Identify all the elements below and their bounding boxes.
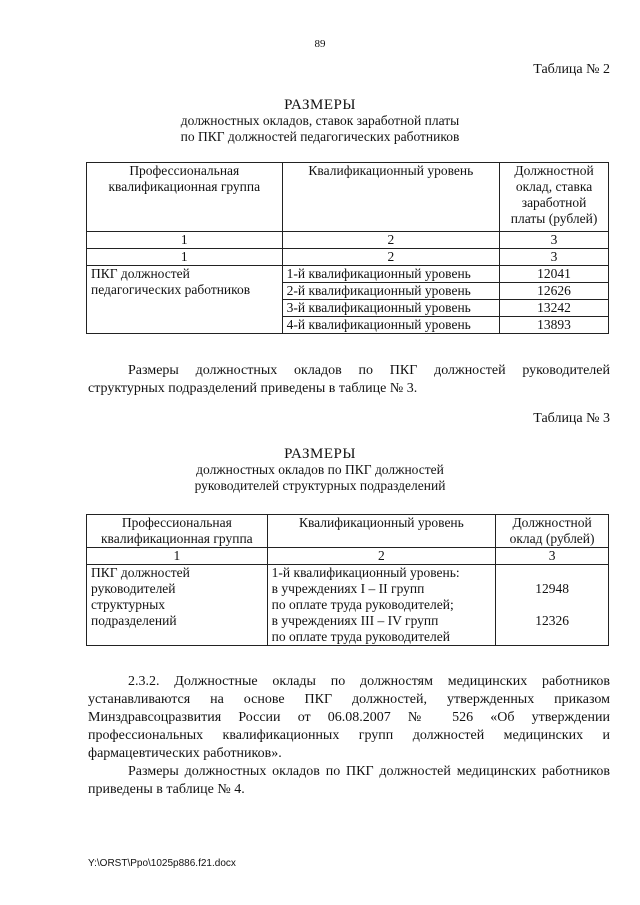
table3-group-cell xyxy=(87,565,268,646)
table3-title-line2: должностных окладов по ПКГ должностей xyxy=(196,462,444,477)
level-cell: 3-й квалификационный уровень xyxy=(282,300,500,317)
level-text: 1-й квалификационный уровень: xyxy=(271,565,460,580)
level-cell: 1-й квалификационный уровень xyxy=(282,266,500,283)
group-text: руководителей xyxy=(91,581,176,596)
level-cell: 2-й квалификационный уровень xyxy=(282,283,500,300)
salary-cell: 13893 xyxy=(500,317,609,334)
level-text: в учреждениях III – IV групп xyxy=(271,613,439,628)
salary-cell: 12041 xyxy=(500,266,609,283)
table3-header-salary xyxy=(496,515,609,548)
header-text: Профессиональная xyxy=(121,515,232,530)
table2-title-line1: РАЗМЕРЫ xyxy=(284,97,356,113)
page-number: 89 xyxy=(314,38,326,50)
header-text: Должностной xyxy=(514,163,594,178)
table2-numbering-row xyxy=(87,249,609,266)
header-text: платы (рублей) xyxy=(510,211,598,226)
group-text: подразделений xyxy=(91,613,177,628)
column-number: 1 xyxy=(87,232,283,249)
header-text: квалификационная группа xyxy=(101,531,253,546)
table3-level-cell xyxy=(267,565,495,646)
table3-salary-cell xyxy=(496,565,609,646)
paragraph-text: 2.3.2. Должностные оклады по должностям медицинских работников устанавливаются на основе ПКГ должностей, утвержденных приказом Минздравсоцразвития России от 06.08.2007 № 526 «Об утверждении профессиональных квалификационных групп должностей медицинских и фармацевтических работников». xyxy=(88,674,610,761)
salary-value: 12948 xyxy=(535,581,569,596)
header-text: Профессиональная xyxy=(129,163,240,178)
group-text: ПКГ должностей xyxy=(91,565,190,580)
salary-cell: 12626 xyxy=(500,283,609,300)
table3-numbering-row xyxy=(87,548,609,565)
table2-label: Таблица № 2 xyxy=(533,62,610,77)
level-text: по оплате труда руководителей; xyxy=(271,597,454,612)
paragraph-table4-reference xyxy=(88,763,610,799)
header-text: оклад (рублей) xyxy=(509,531,595,546)
table3-title-line3: руководителей структурных подразделений xyxy=(194,478,446,493)
header-text: квалификационная группа xyxy=(108,179,261,194)
table2-header-row xyxy=(87,163,609,232)
column-number: 2 xyxy=(267,548,495,565)
header-text: оклад, ставка xyxy=(515,179,593,194)
paragraph-text: Размеры должностных окладов по ПКГ должностей руководителей структурных подразделений приведены в таблице № 3. xyxy=(88,363,610,396)
header-text: заработной xyxy=(521,195,587,210)
salary-cell: 13242 xyxy=(500,300,609,317)
column-number: 2 xyxy=(282,232,500,249)
column-number: 3 xyxy=(500,249,609,266)
table2-numbering-row xyxy=(87,232,609,249)
table2-title xyxy=(0,97,640,145)
table3-header-group xyxy=(87,515,268,548)
table2-header-group xyxy=(87,163,283,232)
table3-title-line1: РАЗМЕРЫ xyxy=(284,446,356,462)
file-path-footer: Y:\ORST\Ppo\1025p886.f21.docx xyxy=(88,858,236,869)
group-text: структурных xyxy=(91,597,166,612)
table-row xyxy=(87,565,609,646)
level-text: в учреждениях I – II групп xyxy=(271,581,425,596)
paragraph-2-3-2 xyxy=(88,673,610,763)
table3-label: Таблица № 3 xyxy=(533,411,610,426)
paragraph-table3-reference xyxy=(88,362,610,398)
group-text: педагогических работников xyxy=(91,282,251,297)
table2 xyxy=(86,162,609,334)
table-row xyxy=(87,266,609,283)
table2-group-cell xyxy=(87,266,283,334)
table3-header-level: Квалификационный уровень xyxy=(267,515,495,548)
column-number: 3 xyxy=(496,548,609,565)
table2-title-line2: должностных окладов, ставок заработной платы xyxy=(180,113,460,128)
level-cell: 4-й квалификационный уровень xyxy=(282,317,500,334)
table3-title xyxy=(0,446,640,494)
table3 xyxy=(86,514,609,646)
table2-title-line3: по ПКГ должностей педагогических работников xyxy=(180,129,460,144)
group-text: ПКГ должностей xyxy=(91,266,190,281)
table2-header-salary xyxy=(500,163,609,232)
column-number: 2 xyxy=(282,249,500,266)
column-number: 1 xyxy=(87,249,283,266)
column-number: 1 xyxy=(87,548,268,565)
salary-value: 12326 xyxy=(535,613,569,628)
table3-header-row xyxy=(87,515,609,548)
table2-header-level: Квалификационный уровень xyxy=(282,163,500,232)
level-text: по оплате труда руководителей xyxy=(271,629,450,644)
paragraph-text: Размеры должностных окладов по ПКГ должностей медицинских работников приведены в таблице № 4. xyxy=(88,764,610,797)
header-text: Должностной xyxy=(512,515,592,530)
column-number: 3 xyxy=(500,232,609,249)
